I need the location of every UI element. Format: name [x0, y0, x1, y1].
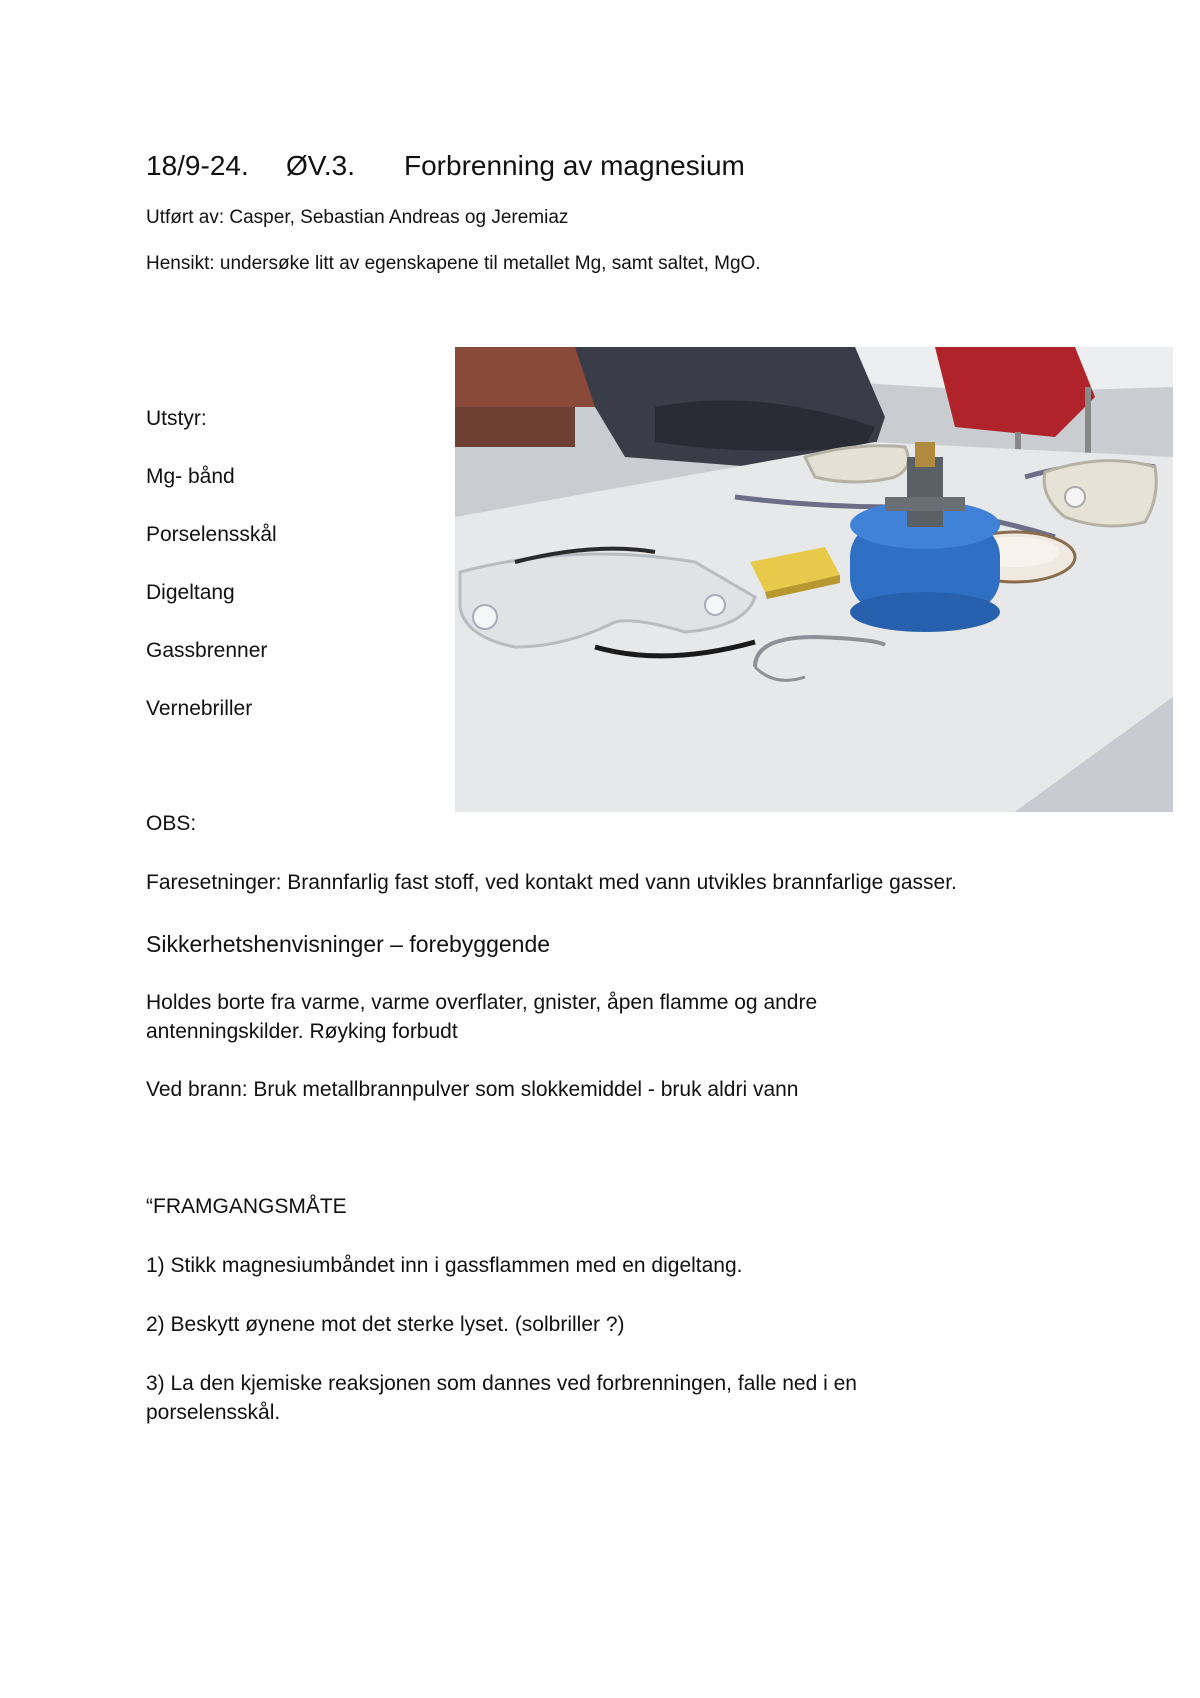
equipment-heading: Utstyr: — [146, 407, 207, 430]
equipment-item: Gassbrenner — [146, 639, 268, 662]
equipment-item: Porselensskål — [146, 523, 277, 546]
equipment-item: Vernebriller — [146, 697, 253, 720]
procedure-step-2: 2) Beskytt øynene mot det sterke lyset. (solbriller ?) — [146, 1313, 625, 1336]
procedure-step-3-line-2: porselensskål. — [146, 1401, 281, 1424]
document-date: 18/9-24. — [146, 150, 249, 181]
equipment-item: Mg- bånd — [146, 465, 235, 488]
procedure-step-1: 1) Stikk magnesiumbåndet inn i gassflammen med en digeltang. — [146, 1254, 743, 1277]
document-title: Forbrenning av magnesium — [404, 150, 745, 181]
hazard-statements: Faresetninger: Brannfarlig fast stoff, ved kontakt med vann utvikles brannfarlige gasser. — [146, 871, 957, 894]
performed-by: Utført av: Casper, Sebastian Andreas og Jeremiaz — [146, 207, 569, 228]
exercise-code: ØV.3. — [286, 150, 356, 181]
document-title-row — [146, 150, 745, 182]
purpose: Hensikt: undersøke litt av egenskapene til metallet Mg, samt saltet, MgO. — [146, 253, 761, 274]
safety-heading: Sikkerhetshenvisninger – forebyggende — [146, 931, 551, 957]
safety-text-line-2: antenningskilder. Røyking forbudt — [146, 1020, 458, 1043]
procedure-heading: “FRAMGANGSMÅTE — [146, 1195, 347, 1218]
equipment-photo — [455, 347, 1173, 812]
safety-text-line-1: Holdes borte fra varme, varme overflater, gnister, åpen flamme og andre — [146, 991, 818, 1014]
procedure-step-3-line-1: 3) La den kjemiske reaksjonen som dannes ved forbrenningen, falle ned i en — [146, 1372, 857, 1395]
fire-instruction: Ved brann: Bruk metallbrannpulver som slokkemiddel - bruk aldri vann — [146, 1078, 799, 1101]
equipment-item: Digeltang — [146, 581, 235, 604]
obs-heading: OBS: — [146, 812, 197, 835]
